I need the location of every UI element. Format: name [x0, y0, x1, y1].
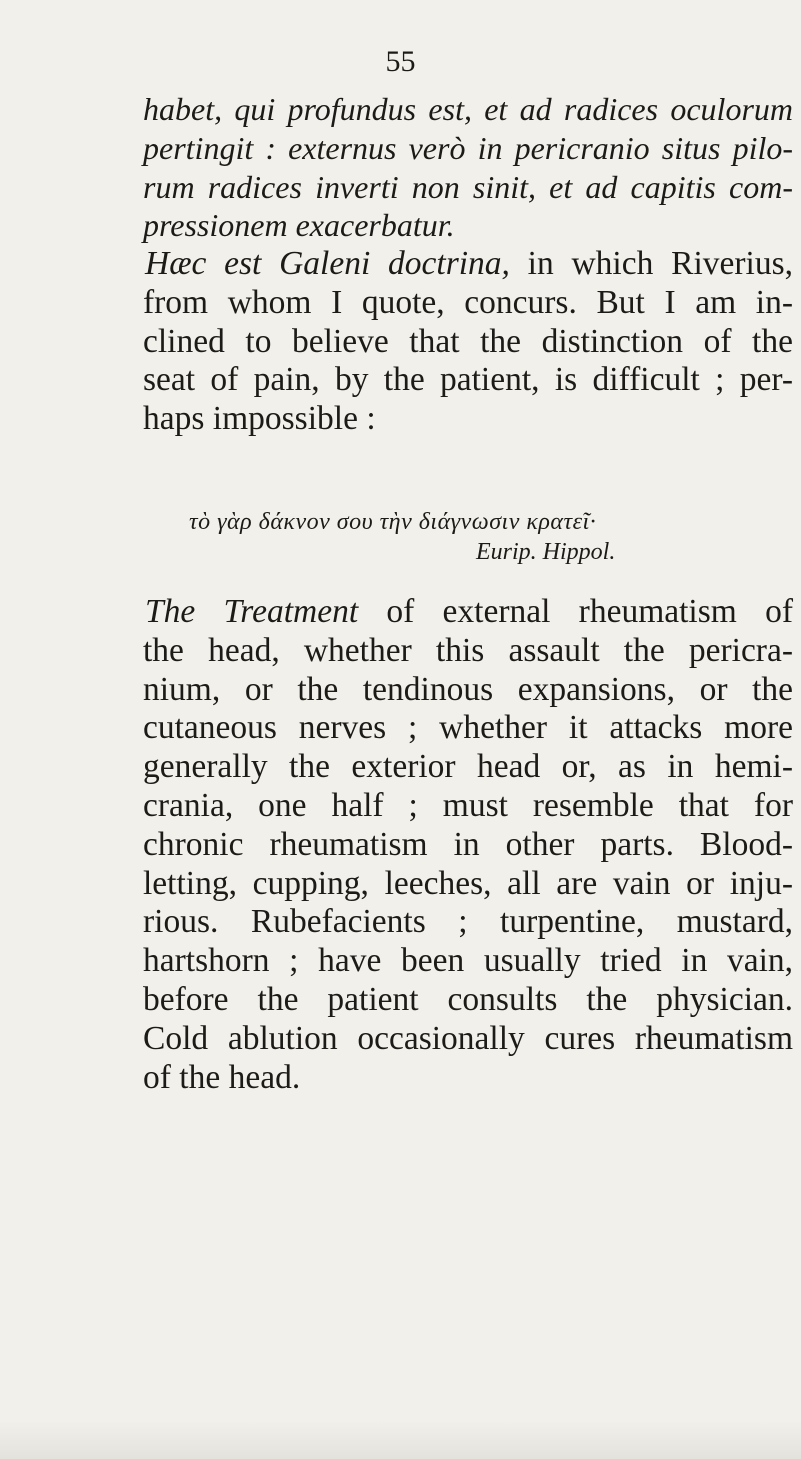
para2-line-10: hartshorn ; have been usually tried in vain, [143, 942, 793, 980]
latin-line-1: habet, qui profundus est, et ad radices oculorum [143, 91, 793, 127]
paragraph-treatment [143, 593, 793, 1097]
para1-line-1 [145, 245, 793, 284]
para2-line-2: the head, whether this assault the pericra- [143, 631, 793, 669]
latin-line-3: rum radices inverti non sinit, et ad capitis com- [143, 168, 793, 205]
greek-quotation: τὸ γὰρ δάκνον σου τὴν διάγνωσιν κρατεῖ· [189, 509, 597, 535]
para1-line-4: seat of pain, by the patient, is difficult ; per- [143, 361, 793, 399]
latin-line-4: pressionem exacerbatur. [143, 207, 455, 244]
para2-line-13: of the head. [143, 1058, 301, 1096]
para2-line-5: generally the exterior head or, as in hemi- [143, 748, 793, 786]
para2-line-11: before the patient consults the physician. [143, 980, 793, 1018]
para2-italic-lead: The Treatment [145, 593, 359, 630]
para2-line-9: rious. Rubefacients ; turpentine, mustard, [143, 903, 793, 941]
latin-quotation [143, 90, 793, 245]
para1-line-5: haps impossible : [143, 400, 376, 438]
page-bottom-edge [0, 1420, 801, 1459]
para2-line-12: Cold ablution occasionally cures rheumatism [143, 1019, 793, 1057]
para1-line-1-rest: in which Riverius, [509, 245, 793, 282]
para2-line-1-rest: of external rheumatism of [358, 593, 793, 630]
para2-line-6: crania, one half ; must resemble that for [143, 786, 793, 824]
para2-line-8: letting, cupping, leeches, all are vain or inju- [143, 864, 793, 902]
paragraph-galen [143, 245, 793, 439]
para2-line-4: cutaneous nerves ; whether it attacks more [143, 709, 793, 747]
para1-line-2: from whom I quote, concurs. But I am in- [143, 283, 793, 321]
latin-line-2: pertingit : externus verò in pericranio situs pilo- [143, 129, 793, 166]
page-number: 55 [385, 45, 416, 78]
para2-line-7: chronic rheumatism in other parts. Blood- [143, 825, 793, 863]
para2-line-3: nium, or the tendinous expansions, or the [143, 670, 793, 708]
quotation-citation: Eurip. Hippol. [476, 539, 616, 565]
para1-line-3: clined to believe that the distinction of the [143, 322, 793, 360]
para1-italic-lead: Hæc est Galeni doctrina, [145, 245, 510, 282]
para2-line-1 [145, 593, 793, 632]
